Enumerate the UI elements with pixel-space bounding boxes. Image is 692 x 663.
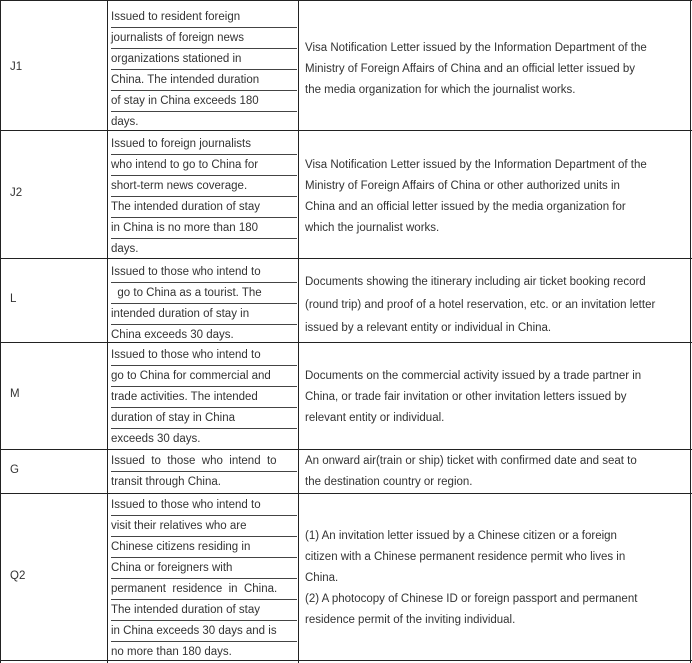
purpose-line: who intend to go to China for — [111, 155, 297, 176]
visa-documents — [305, 271, 685, 340]
purpose-line: China or foreigners with — [111, 558, 297, 579]
visa-purpose — [111, 451, 297, 492]
visa-documents — [305, 366, 685, 429]
documents-line: the destination country or region. — [305, 476, 473, 488]
documents-line: relevant entity or individual. — [305, 412, 445, 424]
documents-line: Ministry of Foreign Affairs of China and an official letter issued by — [305, 63, 636, 75]
documents-line: Documents on the commercial activity issued by a trade partner in — [305, 370, 642, 382]
purpose-line: Issued to those who intend to — [111, 262, 297, 283]
purpose-line: days. — [111, 243, 139, 255]
column-divider — [107, 0, 108, 663]
purpose-line: permanent residence in China. — [111, 579, 297, 600]
documents-line: residence permit of the inviting individual. — [305, 614, 516, 626]
purpose-line: Issued to those who intend to — [111, 345, 297, 366]
visa-code: Q2 — [10, 570, 26, 582]
documents-line: (2) A photocopy of Chinese ID or foreign passport and permanent — [305, 593, 638, 605]
documents-line: China. — [305, 572, 339, 584]
purpose-line: short-term news coverage. — [111, 176, 297, 197]
documents-line: Visa Notification Letter issued by the Information Department of the — [305, 42, 647, 54]
row-divider — [0, 342, 692, 343]
purpose-line: no more than 180 days. — [111, 646, 232, 658]
visa-code: L — [10, 293, 17, 305]
visa-code: M — [10, 388, 20, 400]
documents-line: which the journalist works. — [305, 222, 440, 234]
visa-code: G — [10, 464, 19, 476]
visa-purpose — [111, 495, 297, 662]
documents-line: Ministry of Foreign Affairs of China or other authorized units in — [305, 180, 620, 192]
purpose-line: China. The intended duration — [111, 70, 297, 91]
purpose-line: Issued to resident foreign — [111, 7, 297, 28]
purpose-line: exceeds 30 days. — [111, 433, 201, 445]
row-divider — [0, 449, 692, 450]
visa-purpose — [111, 134, 297, 259]
column-divider — [0, 0, 1, 663]
row-divider — [0, 258, 692, 259]
visa-code: J1 — [10, 61, 23, 73]
documents-line: citizen with a Chinese permanent residence permit who lives in — [305, 551, 626, 563]
purpose-line: Issued to those who intend to — [111, 495, 297, 516]
visa-purpose — [111, 262, 297, 345]
purpose-line: China exceeds 30 days. — [111, 329, 234, 341]
purpose-line: Issued to those who intend to — [111, 451, 297, 472]
purpose-line: visit their relatives who are — [111, 516, 297, 537]
row-divider — [0, 130, 692, 131]
documents-line: (round trip) and proof of a hotel reservation, etc. or an invitation letter — [305, 299, 656, 311]
row-divider — [0, 660, 692, 661]
purpose-line: journalists of foreign news — [111, 28, 297, 49]
purpose-line: The intended duration of stay — [111, 600, 297, 621]
documents-line: An onward air(train or ship) ticket with confirmed date and seat to — [305, 455, 637, 467]
purpose-line: transit through China. — [111, 476, 221, 488]
purpose-line: of stay in China exceeds 180 — [111, 91, 297, 112]
documents-line: Documents showing the itinerary including air ticket booking record — [305, 276, 646, 288]
purpose-line: duration of stay in China — [111, 408, 297, 429]
visa-purpose — [111, 7, 297, 132]
visa-documents — [305, 451, 685, 493]
documents-line: China and an official letter issued by the media organization for — [305, 201, 626, 213]
visa-purpose — [111, 345, 297, 449]
purpose-line: Issued to foreign journalists — [111, 134, 297, 155]
documents-line: China, or trade fair invitation or other invitation letters issued by — [305, 391, 627, 403]
column-divider — [298, 0, 299, 663]
column-divider — [690, 0, 691, 663]
documents-line: (1) An invitation letter issued by a Chinese citizen or a foreign — [305, 530, 617, 542]
documents-line: Visa Notification Letter issued by the Information Department of the — [305, 159, 647, 171]
documents-line: the media organization for which the journalist works. — [305, 84, 576, 96]
visa-documents — [305, 155, 685, 239]
row-divider — [0, 0, 692, 1]
purpose-line: The intended duration of stay — [111, 197, 297, 218]
purpose-line: Chinese citizens residing in — [111, 537, 297, 558]
purpose-line: intended duration of stay in — [111, 304, 297, 325]
visa-documents — [305, 526, 685, 631]
purpose-line: go to China as a tourist. The — [111, 283, 297, 304]
purpose-line: organizations stationed in — [111, 49, 297, 70]
purpose-line: days. — [111, 116, 139, 128]
visa-documents — [305, 38, 685, 101]
documents-line: issued by a relevant entity or individual in China. — [305, 322, 552, 334]
purpose-line: go to China for commercial and — [111, 366, 297, 387]
purpose-line: trade activities. The intended — [111, 387, 297, 408]
visa-code: J2 — [10, 187, 23, 199]
purpose-line: in China is no more than 180 — [111, 218, 297, 239]
row-divider — [0, 493, 692, 494]
purpose-line: in China exceeds 30 days and is — [111, 621, 297, 642]
